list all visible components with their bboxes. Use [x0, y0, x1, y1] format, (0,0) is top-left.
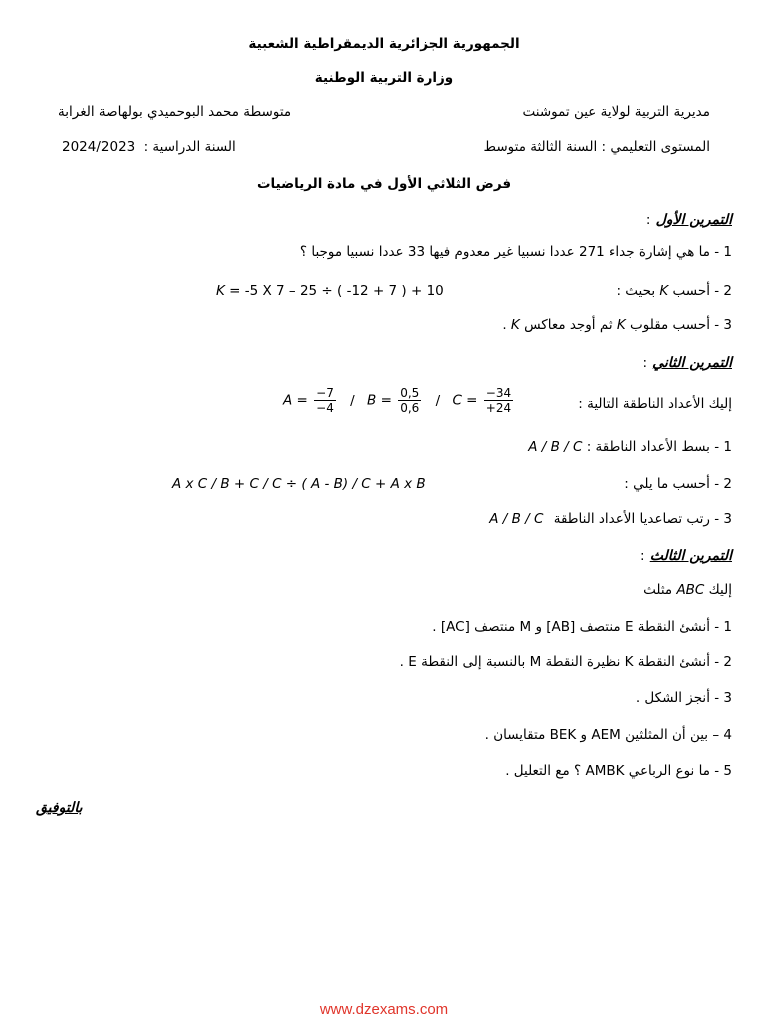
ex1-question-3: 3 - أحسب مقلوب K ثم أوجد معاكس K .: [502, 317, 732, 333]
school-year: [62, 139, 236, 155]
ex3-question-4: 4 – بين أن المثلثين AEM و BEK متقايسان .: [484, 727, 732, 743]
exam-title: فرض الثلاثي الأول في مادة الرياضيات: [256, 176, 512, 192]
ex2-question-2-list: A x C / B + C / C ÷ ( A - B) / C + A x B: [172, 476, 426, 492]
ex1-expression-k: K = -5 X 7 – 25 ÷ ( -12 + 7 ) + 10: [216, 283, 444, 299]
ex3-question-5: 5 - ما نوع الرباعي AMBK ؟ مع التعليل .: [505, 763, 732, 779]
ex2-question-2: 2 - أحسب ما يلي :: [624, 476, 732, 492]
exercise-3-title: التمرين الثالث: [649, 548, 732, 564]
exercise-3-header: [640, 545, 732, 564]
exercise-3-colon: :: [640, 548, 645, 564]
fraction-c: $\frac{-34}{+24}$: [485, 386, 512, 415]
exercise-1-header: [646, 209, 732, 228]
exercise-2-header: [643, 352, 733, 371]
footer-website-link[interactable]: www.dzexams.com: [319, 1001, 449, 1018]
school-name: متوسطة محمد البوحميدي بولهاصة الغرابة: [58, 104, 292, 120]
ex2-question-1: 1 - بسط الأعداد الناطقة : A / B / C: [528, 439, 732, 455]
ex1-question-1: 1 - ما هي إشارة جداء 271 عددا نسبيا غير معدوم فيها 33 عددا نسبيا موجبا ؟: [299, 244, 732, 260]
directorate: مديرية التربية لولاية عين تموشنت: [522, 104, 710, 120]
ex2-question-3: 3 - رتب تصاعديا الأعداد الناطقة A / B / C: [489, 511, 732, 527]
ex3-question-2: 2 - أنشئ النقطة K نظيرة النقطة M بالنسبة إلى النقطة E .: [399, 654, 732, 670]
fraction-a: $\frac{-7}{-4}$: [316, 386, 334, 415]
ministry-title: وزارة التربية الوطنية: [314, 70, 454, 86]
ex2-fractions: A = $\frac{-7}{-4}$ / B = $\frac{0,5}{0,6}$ / C = $\frac{-34}{+24}$: [283, 386, 512, 415]
fraction-b: $\frac{0,5}{0,6}$: [400, 386, 420, 415]
closing-good-luck: بالتوفيق: [36, 800, 83, 816]
ex3-question-3: 3 - أنجز الشكل .: [635, 690, 732, 706]
ex1-question-2: 2 - أحسب K بحيث :: [616, 283, 732, 299]
exercise-1-title: التمرين الأول: [655, 212, 732, 228]
exercise-2-title: التمرين الثاني: [652, 355, 732, 371]
ex3-question-1: 1 - أنشئ النقطة E منتصف [AB] و M منتصف [AC] .: [432, 619, 732, 635]
school-year-label: السنة الدراسية :: [143, 139, 236, 155]
ex2-intro: إليك الأعداد الناطقة التالية :: [578, 396, 732, 412]
exercise-1-colon: :: [645, 212, 651, 228]
school-year-value: 2024/2023: [62, 139, 136, 155]
republic-title: الجمهورية الجزائرية الديمقراطية الشعبية: [248, 36, 520, 52]
ex3-intro: إليك ABC مثلث: [643, 582, 732, 598]
exercise-2-colon: :: [642, 355, 648, 371]
education-level: المستوى التعليمي : السنة الثالثة متوسط: [483, 139, 710, 155]
